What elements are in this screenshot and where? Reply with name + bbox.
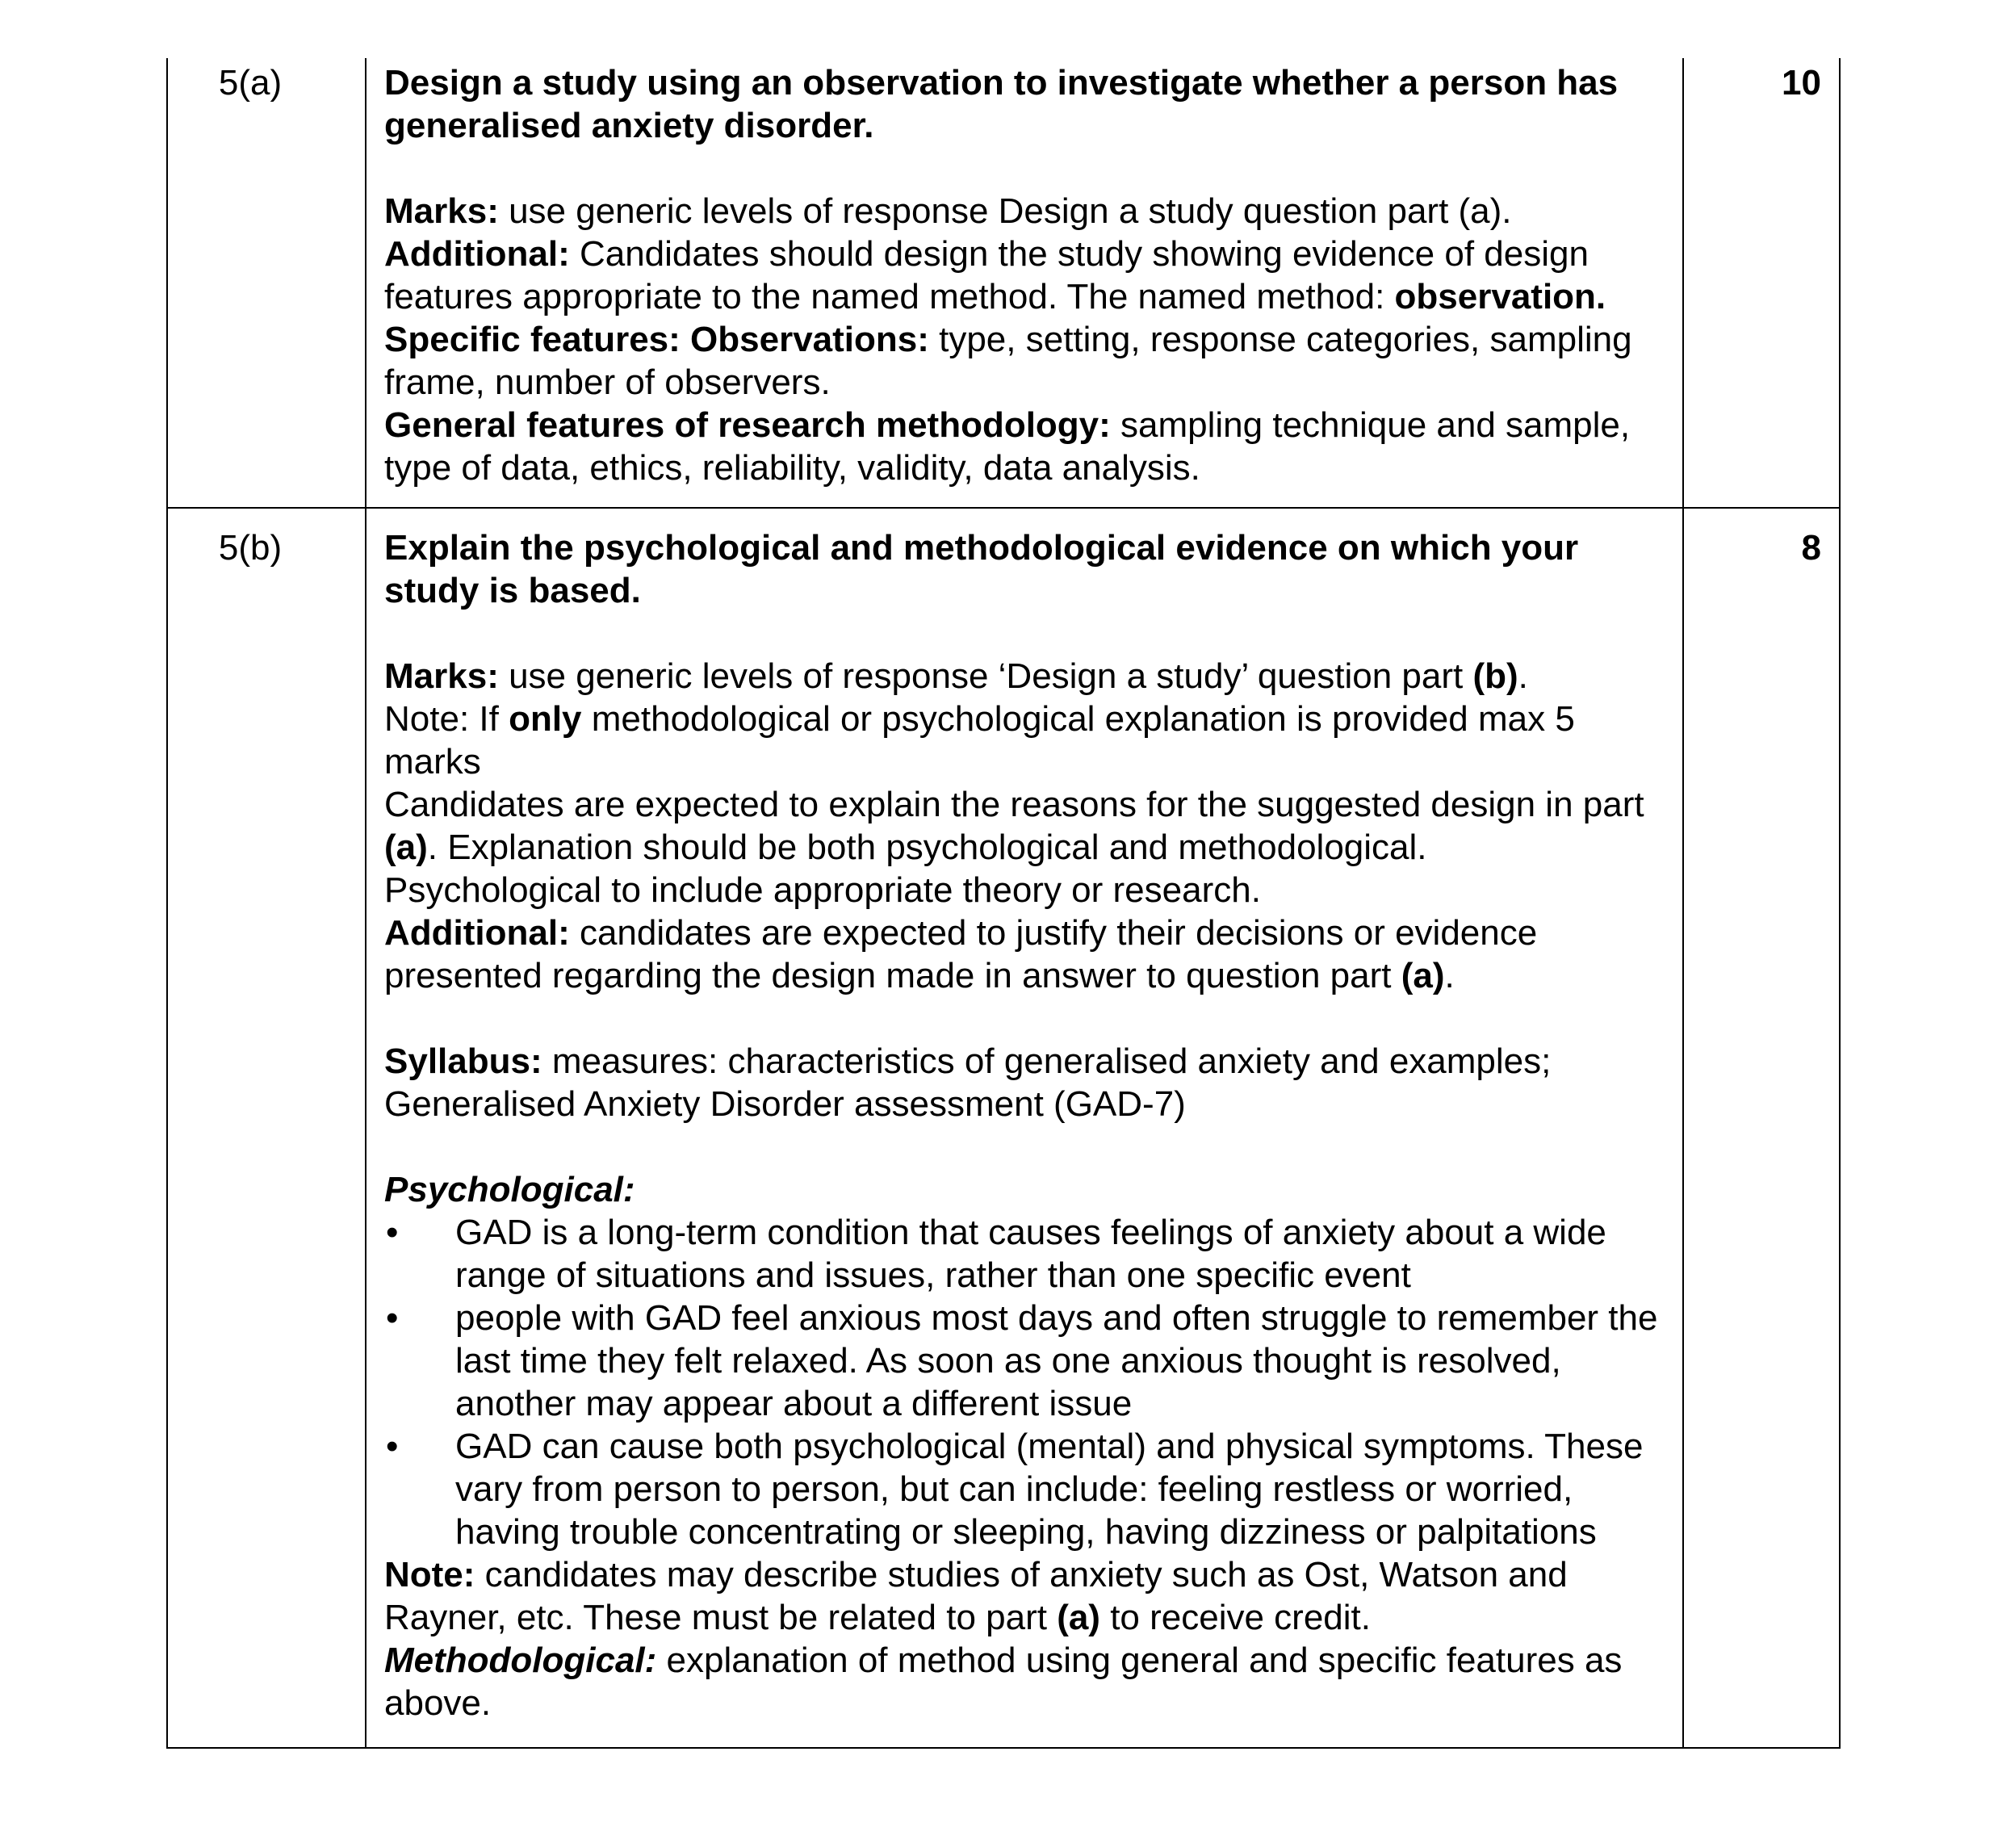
table-row — [167, 508, 1840, 1748]
answer-cell — [366, 58, 1683, 508]
marks-guidance: Marks: use generic levels of response ‘Design a study’ question part (b). — [384, 656, 1528, 696]
marks-value: 8 — [1801, 528, 1821, 568]
marks-cell — [1683, 58, 1840, 508]
psychological-heading: Psychological: — [384, 1170, 635, 1209]
marks-cell — [1683, 508, 1840, 1748]
additional-guidance: Additional: Candidates should design the study showing evidence of design features appropriate to the named method. The named method: observation. — [384, 234, 1606, 316]
bullet-icon: • — [386, 1213, 399, 1252]
note-studies: Note: candidates may describe studies of anxiety such as Ost, Watson and Rayner, etc. These must be related to part (a) to receive credit. — [384, 1555, 1568, 1637]
question-number-cell — [167, 508, 366, 1748]
specific-features: Specific features: Observations: type, setting, response categories, sampling frame, number of observers. — [384, 320, 1632, 402]
answer-cell — [366, 508, 1683, 1748]
note-max-marks: Note: If only methodological or psychological explanation is provided max 5 marks — [384, 699, 1575, 782]
list-item: • people with GAD feel anxious most days and often struggle to remember the last time they felt relaxed. As soon as one anxious thought is resolved, another may appear about a different issue — [386, 1298, 1658, 1423]
psychological-bullet-list — [384, 1211, 1663, 1553]
list-item: • GAD can cause both psychological (mental) and physical symptoms. These vary from person to person, but can include: feeling restless or worried, having trouble concentrating or sleeping, having dizziness or palpitations — [386, 1427, 1644, 1552]
additional-guidance: Additional: candidates are expected to justify their decisions or evidence presented regarding the design made in answer to question part (a). — [384, 913, 1538, 995]
question-prompt: Explain the psychological and methodological evidence on which your study is based. — [384, 528, 1579, 610]
question-number: 5(b) — [218, 528, 283, 568]
question-prompt: Design a study using an observation to investigate whether a person has generalised anxiety disorder. — [384, 63, 1619, 145]
general-features: General features of research methodology: sampling technique and sample, type of data, ethics, reliability, validity, data analysis. — [384, 405, 1631, 488]
list-item: • GAD is a long-term condition that causes feelings of anxiety about a wide range of situations and issues, rather than one specific event — [386, 1213, 1606, 1295]
expected-explanation: Candidates are expected to explain the reasons for the suggested design in part (a). Explanation should be both psychological and methodological. — [384, 785, 1644, 867]
methodological: Methodological: explanation of method using general and specific features as above. — [384, 1641, 1623, 1723]
marks-value: 10 — [1782, 63, 1821, 103]
bullet-icon: • — [386, 1298, 399, 1338]
table-row — [167, 58, 1840, 508]
question-number-cell — [167, 58, 366, 508]
psychological-include: Psychological to include appropriate theory or research. — [384, 870, 1261, 910]
bullet-icon: • — [386, 1427, 399, 1466]
mark-scheme-table — [166, 58, 1841, 1749]
syllabus: Syllabus: measures: characteristics of generalised anxiety and examples; Generalised Anxiety Disorder assessment (GAD-7) — [384, 1041, 1552, 1124]
question-number: 5(a) — [218, 63, 283, 103]
marks-guidance: Marks: use generic levels of response Design a study question part (a). — [384, 191, 1512, 231]
